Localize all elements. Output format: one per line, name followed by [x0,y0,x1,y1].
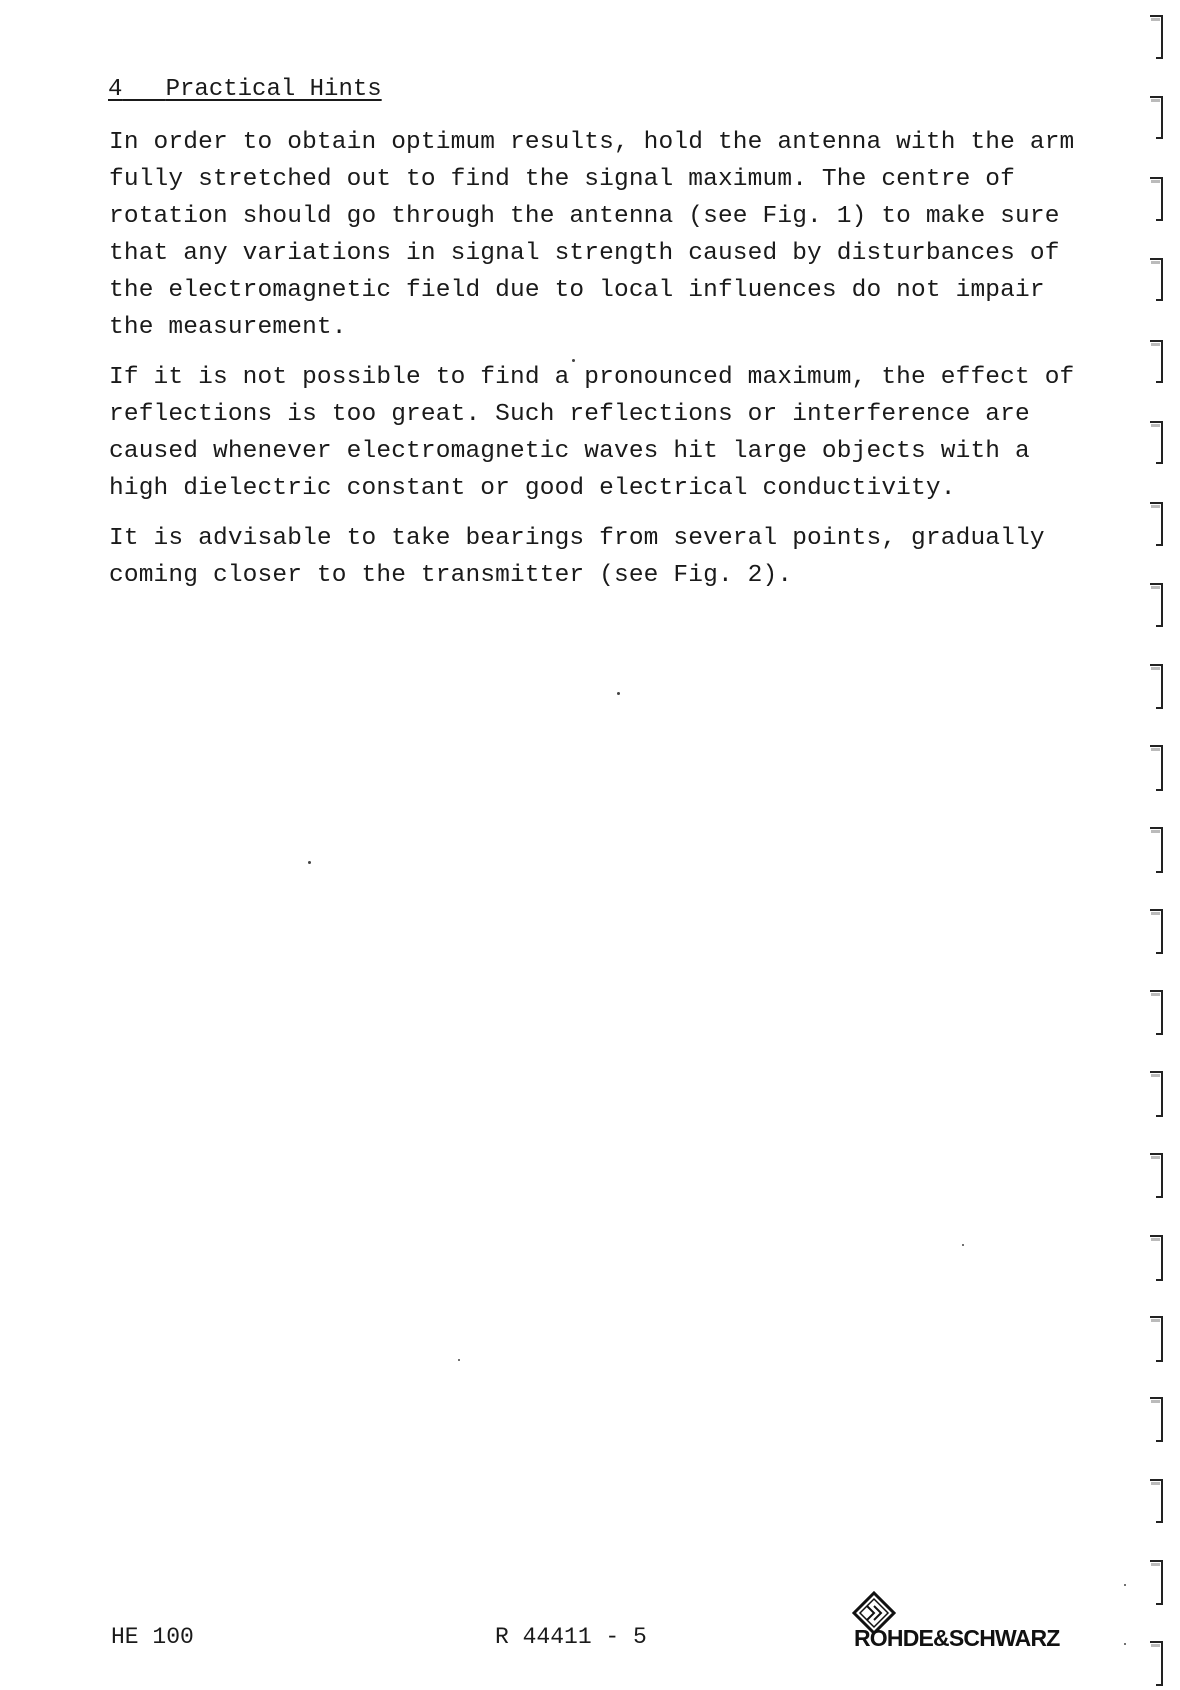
footer-model: HE 100 [111,1624,194,1650]
scan-speck [458,1359,460,1361]
scan-speck [617,692,620,695]
paragraph-optimum-results: In order to obtain optimum results, hold the antenna with the arm fully stretched out to find the signal maximum. The centre of rotation should go through the antenna (see Fig. 1) to make sure that any variations in signal strength caused by disturbances of the electromagnetic field due to local influences do not impair the measurement. [109,129,1075,341]
scan-speck [308,861,311,864]
rohde-schwarz-logo [852,1591,1092,1661]
footer-page-reference: R 44411 - 5 [495,1624,647,1650]
paragraph-reflections: If it is not possible to find a pronounced maximum, the effect of reflections is too great. Such reflections or interference are caused whenever electromagnetic waves hit large objects with a high dielectric constant or good electrical conductivity. [109,364,1075,502]
section-title: Practical Hints [165,76,382,103]
binding-holes-strip [1120,0,1180,1690]
body-text [109,124,1109,607]
paragraph-bearings: It is advisable to take bearings from several points, gradually coming closer to the transmitter (see Fig. 2). [109,525,1045,589]
brand-name: ROHDE&SCHWARZ [854,1625,1060,1651]
section-number: 4 [108,76,123,103]
scan-speck [572,359,575,362]
section-heading [108,76,382,103]
scan-speck [962,1244,964,1246]
